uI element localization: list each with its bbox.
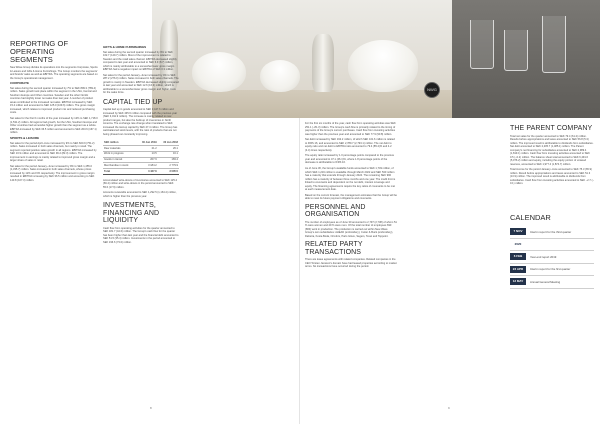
inventory-col-header: 30 Jun 2018 [158,140,179,145]
investments-title: INVESTMENTS, FINANCING AND LIQUIDITY [103,202,160,225]
brand-logo-text: NWG [427,87,437,92]
page-number-left: 8 [150,406,152,410]
calendar-item [510,251,594,264]
reporting-title: REPORTING OF OPERATING SEGMENTS [10,40,69,64]
parent-company-paragraph: Total net sales for the quarter amounted to SEK 79.4 (61.2) million. Results before appropriations and taxes amounted to SEK 56.8 (5.3) million. The improved result is attributable to dividends from subsidiaries. Net debt amounted to SEK 2,205.7 (1,485.1) million. The Parent company's net financing for subsidiaries amounted to SEK 2,989.4 (1,819.1) million. Cash flow from investing activities amounted to SEK 0.5 (–0.2) million. The balance sheet total amounted to SEK 6,491.6 (5,076.2) million and equity, including the equity portion of untaxed reserves, amounted to SEK 1,977.4 (1,874.7) million. [510,134,594,166]
related-party-paragraph: There are lease agreements with related companies. Related companies in the CEO Torsten Jansson's domain have had leased properties according to market terms. No transactions have occurred during the period. [305,258,397,269]
calendar [510,213,594,289]
parent-company-column [510,125,594,211]
table-cell: 183.4 [158,157,179,163]
parent-company-title: THE PARENT COMPANY [510,125,593,132]
financing-continued-column [305,122,397,404]
photo-glass [504,30,528,71]
header-photo-glassware [452,0,600,118]
financing-paragraph: Net debt increased by SEK 192.2 million, of which SEK 101.6 million is related to IFRS 16, and amounted to SEK 2,789.7 (2,793.1) million. The net debt to equity ratio and net debt to EBITDA ratio amounted to 79.4 (85.4)% and 4.2 (4.4) times respectively. [305,138,395,152]
personnel-title: PERSONNEL AND ORGANISATION [305,203,366,219]
calendar-label: Annual General Meeting [530,279,561,284]
table-total-row [103,168,179,174]
calendar-label: Interim report for the first quarter [530,267,571,272]
sports-heading: SPORTS & LEISURE [10,135,40,140]
calendar-year: 2020 [514,241,522,246]
corporate-heading: CORPORATE [10,81,29,86]
gifts-paragraph: Net sales during the second quarter increased by 9% to SEK 162.7 (149.7) million. Most of the improvement is related to Sweden and the retail sales channel. EBITDA decreased slightly compared to last year and amounted to SEK 6.9 (8.7) million, which is mainly attributable to a somewhat lower gross margin. EBITDA had a negative impact on EBITDA of SEK 0.3 million. [103,50,177,72]
financing-paragraph: The equity ratio increased by 1.0 percentage points compared to the previous year and amounted to 47.1 (46.1)%, where 1.8 percentage points of the decrease is attributable to IFRS 16. [305,154,394,165]
calendar-item [510,239,594,252]
gifts-column [103,44,179,414]
corporate-paragraph: Net sales during the second quarter increased by 7% to SEK 899.3 (789.4) million. Sales growth took place within the segment in the USA, Central and Southern Europe and Other countries. Sweden and the other Nordic countries had slightly lower net sales than last year. A number of product areas contributed to the increased net sales. EBITDA increased by SEK 15.4 million and amounted to SEK 125.0 (109.6) million. The gross margin increased, which relates to improved product mix and reduced purchasing costs. [10,86,97,115]
brand-logo [424,82,440,98]
inventory-col-header: 30 Jun 2019 [137,140,158,145]
table-cell: 21.2 [137,146,158,152]
table-cell: 3 184.2 [137,163,158,169]
table-cell: 207.9 [137,157,158,163]
sports-paragraph: Net sales for the period April–June increased by 9% to SEK 820.9 (751.2) million. Sales increased in both sales channels, but mainly in retail. The segment reported positive sales growth in all regions. EBITDA increased by SEK 16.9 million and amounted to SEK 99.2 (82.3) million. The improvement in earnings is mainly related to improved gross margin and a larger share of sales in retail. [10,141,97,163]
photo-bowl-small [260,60,300,92]
calendar-date: 6 FEB [510,253,526,260]
header-photo [152,0,452,118]
photo-glass [470,20,494,69]
investments-paragraph: Cash flow from operating activities for the quarter amounted to SEK 181.7 (44.6) million. The Group's cash flow for the quarter has been higher than last year and the financial debt amounted to SEK 51.5 (35.4) million. Investments in the period amounted to SEK 196.6 (73.0) million. [103,226,179,244]
photo-vase-tall [312,34,334,92]
table-cell: Work in progress [103,151,137,157]
calendar-item [510,226,594,239]
financing-paragraph: For the first six months of the year, cash flow from operating activities was SEK 251.1 (–81.3) million. The Group's cash flow is primarily related to the timing of payments of the Group's current purchases. Cash flow from investing activities was higher than the previous year and amounted to SEK 77.9 (90.8) million. [305,122,396,136]
reporting-intro: New Wave Group divides its operations into the segments Corporate, Sports & Leisure and Gifts & Home Furnishings. The Group monitors the segments' and brands' sales as well as EBITDA. The operating segments are based on the Group's operational management. [10,66,98,80]
table-cell: Total [103,168,137,174]
capital-paragraph: Accumulated write-downs of inventories amounted to SEK 125.4 (69.4) million and write-downs in the period amounted to SEK 55.6 (17.9) million. [103,178,177,189]
table-cell: 13.5 [137,151,158,157]
table-cell: 3 005.5 [158,168,179,174]
calendar-item [510,264,594,277]
photo-bowl-large [348,40,418,92]
table-cell: Raw materials [103,146,137,152]
photo-bowl [192,52,246,92]
reporting-column [10,40,98,410]
personnel-paragraph: The number of employees as of June 30 amounted to 2,797 (2,738) of whom 51 % were women and 49 % were men. Of the total number of employees 690 (684) work in production. The production is carried out within New Wave Group's own subsidiaries: AHEAD (embroidery), Cutter & Buck (embroidery), Dahetra, Kosta Boda, Orrefors, Paris Glove, Segers, Texet and Toppoint. [305,220,397,238]
photo-glass [542,16,566,73]
calendar-date: 23 APR [510,266,526,273]
calendar-label: Year-end report 2019 [530,254,557,259]
capital-title: CAPITAL TIED UP [103,98,163,106]
calendar-label: Interim report for the third quarter [530,229,572,234]
calendar-date: 13 MAY [510,278,526,285]
calendar-title: CALENDAR [510,213,551,222]
related-party-title: RELATED PARTY TRANSACTIONS [305,241,363,256]
financing-paragraph: Based on the current forecast, the management estimates that the Group will be able to meet its future payment obligations and covenants. [305,193,397,201]
photo-table-surface [152,90,452,118]
gifts-paragraph: Net sales for the period January–June increased by 4% to SEK 287.2 (276.0) million. Sales increased in both sales channels. The growth is mainly in Sweden. EBITDA decreased slightly compared to last year and amounted to SEK 12.6 (16.3) million, which is attributable to a somewhat lower gross margin and higher costs for the sales force. [103,73,179,95]
capital-paragraph: Accounts receivable amounted to SEK 1,292.5 (1,164.4) million, which is higher than the previous year. [103,191,177,198]
table-cell: 2 779.9 [158,163,179,169]
financing-paragraph: As of June 30, the Group's available funds amounted to SEK 1,749 million, of which SEK 1,219 million is available through March 2022 and SEK 530 million has a maturity that extends through January 2024. The remaining SEK 990 million has a maturity of between three months and one year. The credit limit is linked to covenants and dependent on the net debt, interest coverage and equity. The financing agreements require the key ratios of covenants to be met at each measurement date. [305,167,396,192]
table-cell: 16.1 [158,151,179,157]
sports-paragraph: Net sales for the period January–June increased by 9% to SEK 1,455.0 (1,335.7) million. Sales increased in both sales channels, whose prices increased by 12% and 6% respectively. The improvement in gross margin resulted in EBITDA increasing by SEK 36.5 million and amounting to SEK 143.8 (107.3) million. [10,164,95,182]
parent-company-paragraph: Total income for the period January–June amounted to SEK 75.3 (65.9) million. Result before appropriations and taxes amounted to SEK 51.3 (13.9) million. The improved result is attributable to dividends from subsidiaries. Cash flow from investing activities amounted to SEK –2.7 (–0.1) million. [510,168,594,186]
table-cell: 26.1 [158,146,179,152]
inventory-table [103,140,179,174]
corporate-paragraph: Net sales for the first 6 months of the year increased by 12% to SEK 1,718.0 (1,531.2) million. All regions had growth, but the USA, Southern Europe and Other countries had somewhat higher growth than the segment as a whole. EBITDA increased by SEK 36.5 million and amounted to SEK 203.6 (167.1) million. [10,117,98,135]
capital-paragraph: Capital tied up in goods amounted to SEK 3,447.6 million and increased by SEK 435.6 million compared with the previous year (SEK 3,011.9 million). The increase is mainly related to new product ranges, but also the build-up of inventories in North America. The exchange rate change when translated to SEK increased the tied-up capital by SEK 47.4 million. The Group has well-balanced stock levels, with the ratio of products that are not being phased out constantly improving. [103,108,178,136]
table-cell: 3 427.6 [137,168,158,174]
gifts-heading: GIFTS & HOME FURNISHINGS [103,45,147,49]
inventory-col-header: SEK million [103,140,137,145]
page-number-right: 9 [448,406,450,410]
calendar-date: 7 NOV [510,228,526,235]
calendar-item [510,276,594,289]
table-cell: Goods in transit [103,157,137,163]
table-cell: Merchandise in stock [103,163,137,169]
